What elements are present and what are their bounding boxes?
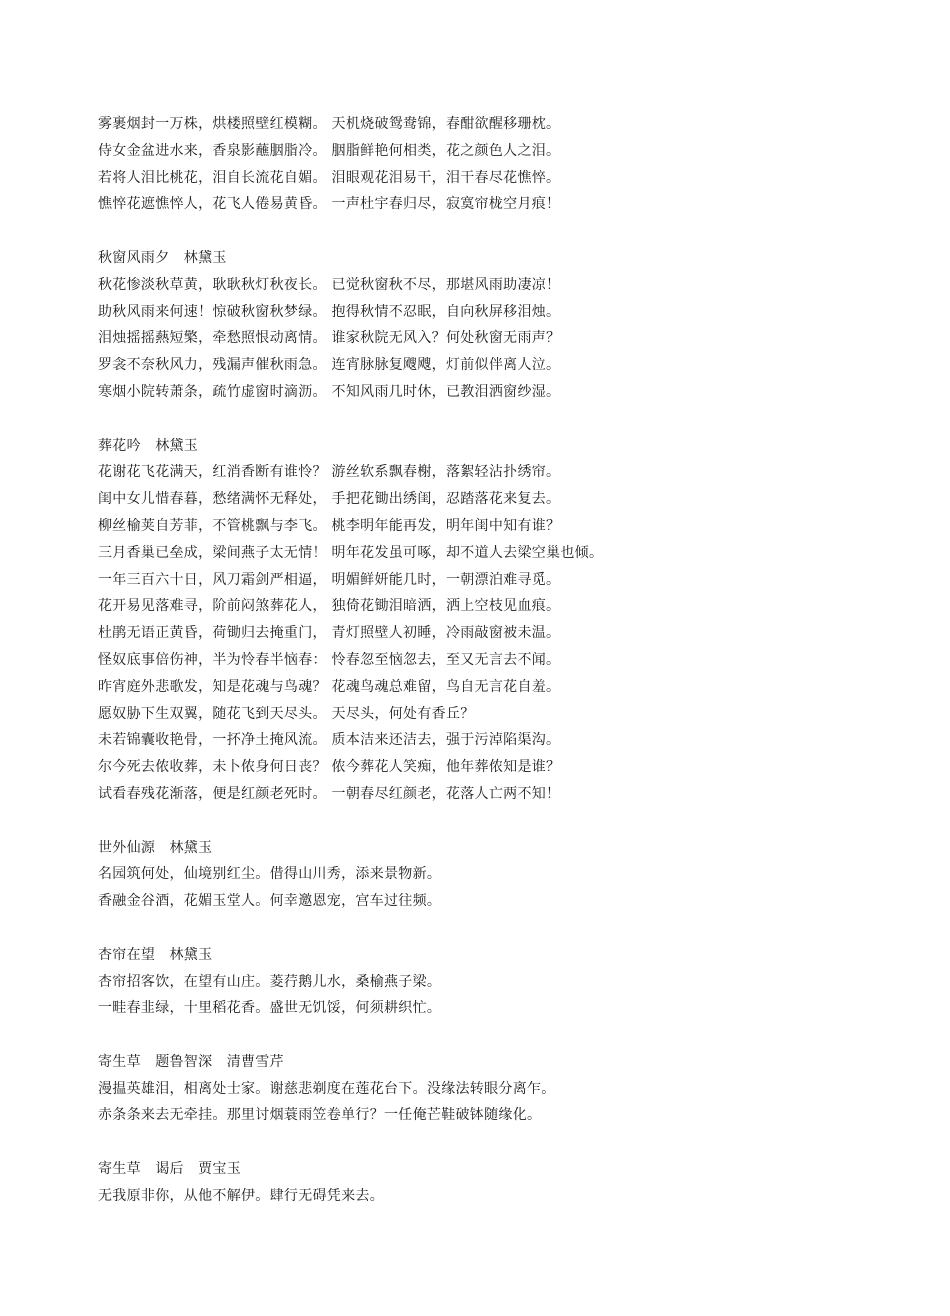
poem-title: 寄生草 谒后 贾宝玉 <box>98 1161 241 1178</box>
poem-line: 泪烛摇摇爇短檠，牵愁照恨动离情。 谁家秋院无风入？何处秋窗无雨声？ <box>98 330 561 347</box>
poem-line: 一年三百六十日，风刀霜剑严相逼， 明媚鲜妍能几时，一朝漂泊难寻觅。 <box>98 571 561 588</box>
poem-section-2 <box>98 245 898 406</box>
poem-line: 花开易见落难寻，阶前闷煞葬花人， 独倚花锄泪暗洒，洒上空枝见血痕。 <box>98 598 561 615</box>
poem-line: 三月香巢已垒成，梁间燕子太无情！ 明年花发虽可啄，却不道人去梁空巢也倾。 <box>98 544 604 561</box>
poem-line: 赤条条来去无牵挂。那里讨烟蓑雨笠卷单行？一任俺芒鞋破钵随缘化。 <box>98 1107 542 1124</box>
poem-line: 憔悴花遮憔悴人，花飞人倦易黄昏。 一声杜宇春归尽，寂寞帘栊空月痕！ <box>98 196 561 213</box>
poem-line: 一畦春韭绿，十里稻花香。盛世无饥馁，何须耕织忙。 <box>98 1000 442 1017</box>
poem-line: 未若锦囊收艳骨，一抔净土掩风流。 质本洁来还洁去，强于污淖陷渠沟。 <box>98 732 561 749</box>
poem-line: 试看春残花渐落，便是红颜老死时。 一朝春尽红颜老，花落人亡两不知！ <box>98 785 561 802</box>
poem-line: 香融金谷酒，花媚玉堂人。何幸邀恩宠，宫车过往频。 <box>98 893 442 910</box>
poem-section-1 <box>98 111 898 218</box>
poem-line: 寒烟小院转萧条，疏竹虚窗时滴沥。 不知风雨几时休，已教泪洒窗纱湿。 <box>98 383 561 400</box>
poem-title: 秋窗风雨夕 林黛玉 <box>98 249 227 266</box>
poem-title: 杏帘在望 林黛玉 <box>98 946 213 963</box>
poem-section-7 <box>98 1156 898 1210</box>
poem-line: 愿奴胁下生双翼，随花飞到天尽头。 天尽头，何处有香丘？ <box>98 705 475 722</box>
poem-section-3 <box>98 433 898 808</box>
document-page <box>98 111 898 1236</box>
poem-title: 寄生草 题鲁智深 清曹雪芹 <box>98 1053 284 1070</box>
poem-title: 葬花吟 林黛玉 <box>98 437 199 454</box>
poem-line: 秋花惨淡秋草黄，耿耿秋灯秋夜长。 已觉秋窗秋不尽，那堪风雨助凄凉！ <box>98 276 561 293</box>
poem-line: 杜鹃无语正黄昏，荷锄归去掩重门， 青灯照壁人初睡，冷雨敲窗被未温。 <box>98 625 561 642</box>
poem-line: 杏帘招客饮，在望有山庄。菱荇鹅儿水，桑榆燕子梁。 <box>98 973 442 990</box>
poem-line: 罗衾不奈秋风力，残漏声催秋雨急。 连宵脉脉复飕飕，灯前似伴离人泣。 <box>98 357 561 374</box>
poem-line: 漫揾英雄泪，相离处士家。谢慈悲剃度在莲花台下。没缘法转眼分离乍。 <box>98 1080 556 1097</box>
poem-line: 昨宵庭外悲歌发，知是花魂与鸟魂？ 花魂鸟魂总难留，鸟自无言花自羞。 <box>98 678 561 695</box>
poem-line: 侍女金盆进水来，香泉影蘸胭脂冷。 胭脂鲜艳何相类，花之颜色人之泪。 <box>98 142 561 159</box>
poem-line: 名园筑何处，仙境别红尘。借得山川秀，添来景物新。 <box>98 866 442 883</box>
poem-section-5 <box>98 942 898 1022</box>
poem-title: 世外仙源 林黛玉 <box>98 839 213 856</box>
poem-line: 雾裹烟封一万株，烘楼照壁红模糊。 天机烧破鸳鸯锦，春酣欲醒移珊枕。 <box>98 116 561 132</box>
poem-line: 尔今死去侬收葬，未卜侬身何日丧？ 侬今葬花人笑痴，他年葬侬知是谁？ <box>98 759 561 776</box>
poem-line: 怪奴底事倍伤神，半为怜春半恼春： 怜春忽至恼忽去，至又无言去不闻。 <box>98 651 561 668</box>
poem-line: 无我原非你，从他不解伊。肆行无碍凭来去。 <box>98 1187 384 1204</box>
poem-line: 若将人泪比桃花，泪自长流花自媚。 泪眼观花泪易干，泪干春尽花憔悴。 <box>98 169 561 186</box>
poem-line: 闺中女儿惜春暮，愁绪满怀无释处， 手把花锄出绣闺，忍踏落花来复去。 <box>98 491 561 508</box>
poem-line: 助秋风雨来何速！惊破秋窗秋梦绿。 抱得秋情不忍眠，自向秋屏移泪烛。 <box>98 303 561 320</box>
poem-line: 花谢花飞花满天，红消香断有谁怜？ 游丝软系飘春榭，落絮轻沾扑绣帘。 <box>98 464 561 481</box>
poem-section-4 <box>98 835 898 915</box>
poem-line: 柳丝榆荚自芳菲，不管桃飘与李飞。 桃李明年能再发，明年闺中知有谁？ <box>98 517 561 534</box>
poem-section-6 <box>98 1049 898 1129</box>
